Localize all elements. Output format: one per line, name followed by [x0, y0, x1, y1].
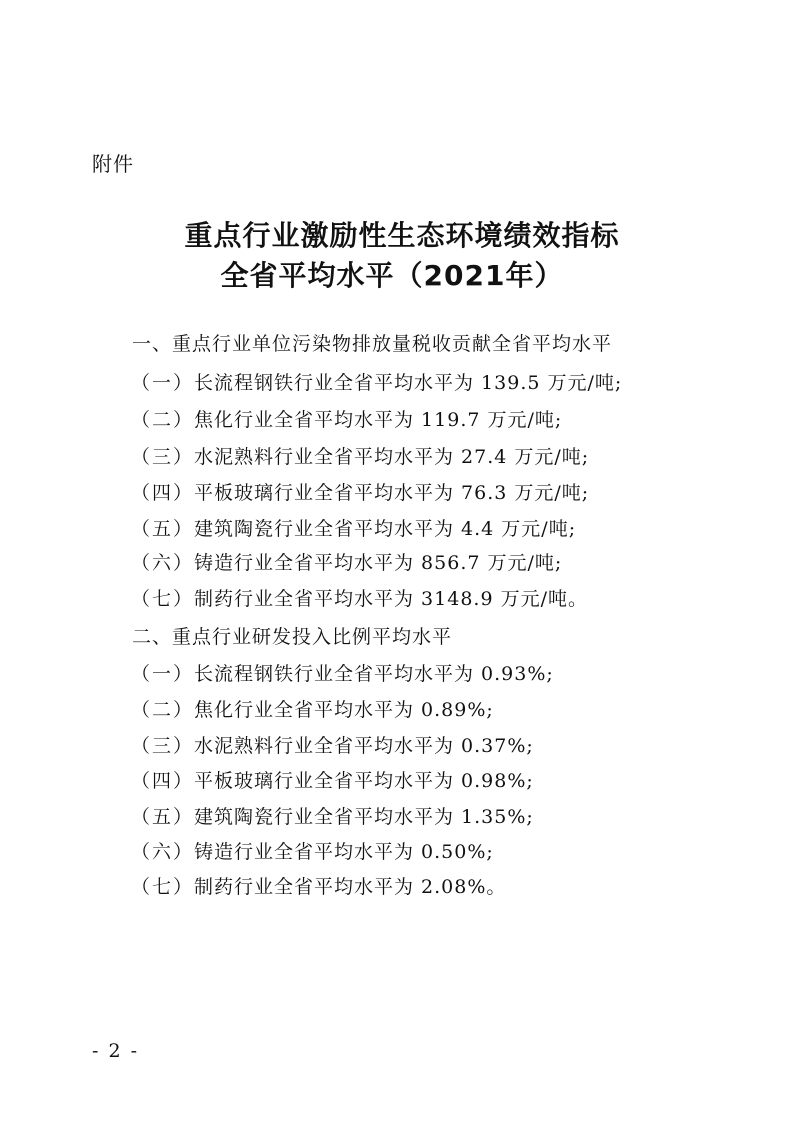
- section-2-item: [131, 872, 506, 899]
- section-1-item: [131, 405, 562, 432]
- section-2-item: [131, 802, 534, 829]
- item-text: 平板玻璃行业全省平均水平为 0.98%;: [194, 770, 534, 792]
- item-index: （七）: [131, 588, 195, 610]
- document-title-line-1: 重点行业激励性生态环境绩效指标: [184, 219, 620, 252]
- item-text: 平板玻璃行业全省平均水平为 76.3 万元/吨;: [194, 482, 590, 504]
- page-number: - 2 -: [92, 1040, 140, 1062]
- item-index: （四）: [131, 482, 195, 504]
- section-1-item: [131, 478, 589, 505]
- section-1-item: [131, 368, 622, 395]
- item-index: （六）: [131, 841, 195, 863]
- section-2-item: [131, 659, 554, 686]
- section-1-item: [131, 442, 589, 469]
- section-1-item: [131, 514, 576, 541]
- item-text: 铸造行业全省平均水平为 856.7 万元/吨;: [194, 552, 563, 574]
- item-text: 水泥熟料行业全省平均水平为 27.4 万元/吨;: [194, 446, 590, 468]
- section-2-item: [131, 837, 494, 864]
- item-text: 长流程钢铁行业全省平均水平为 139.5 万元/吨;: [194, 372, 623, 394]
- section-2-item: [131, 731, 534, 758]
- item-index: （二）: [131, 409, 195, 431]
- item-index: （三）: [131, 446, 195, 468]
- item-text: 焦化行业全省平均水平为 119.7 万元/吨;: [194, 409, 563, 431]
- item-text: 长流程钢铁行业全省平均水平为 0.93%;: [194, 663, 554, 685]
- item-text: 铸造行业全省平均水平为 0.50%;: [194, 841, 494, 863]
- item-text: 焦化行业全省平均水平为 0.89%;: [194, 699, 494, 721]
- item-index: （一）: [131, 372, 195, 394]
- item-index: （五）: [131, 518, 195, 540]
- section-1-item: [131, 548, 562, 575]
- item-text: 制药行业全省平均水平为 2.08%。: [194, 876, 507, 898]
- attachment-label: 附件: [92, 152, 134, 176]
- section-2-item: [131, 695, 494, 722]
- item-text: 水泥熟料行业全省平均水平为 0.37%;: [194, 735, 534, 757]
- section-2-item: [131, 766, 534, 793]
- item-index: （二）: [131, 699, 195, 721]
- section-1-heading: 一、重点行业单位污染物排放量税收贡献全省平均水平: [132, 333, 613, 355]
- item-index: （七）: [131, 876, 195, 898]
- section-2-heading: 二、重点行业研发投入比例平均水平: [132, 626, 453, 648]
- item-text: 建筑陶瓷行业全省平均水平为 4.4 万元/吨;: [194, 518, 577, 540]
- item-index: （一）: [131, 663, 195, 685]
- item-text: 建筑陶瓷行业全省平均水平为 1.35%;: [194, 806, 534, 828]
- item-index: （五）: [131, 806, 195, 828]
- item-index: （六）: [131, 552, 195, 574]
- item-index: （四）: [131, 770, 195, 792]
- item-text: 制药行业全省平均水平为 3148.9 万元/吨。: [194, 588, 588, 610]
- section-1-item: [131, 584, 588, 611]
- item-index: （三）: [131, 735, 195, 757]
- document-title-line-2: 全省平均水平（2021年）: [220, 259, 564, 292]
